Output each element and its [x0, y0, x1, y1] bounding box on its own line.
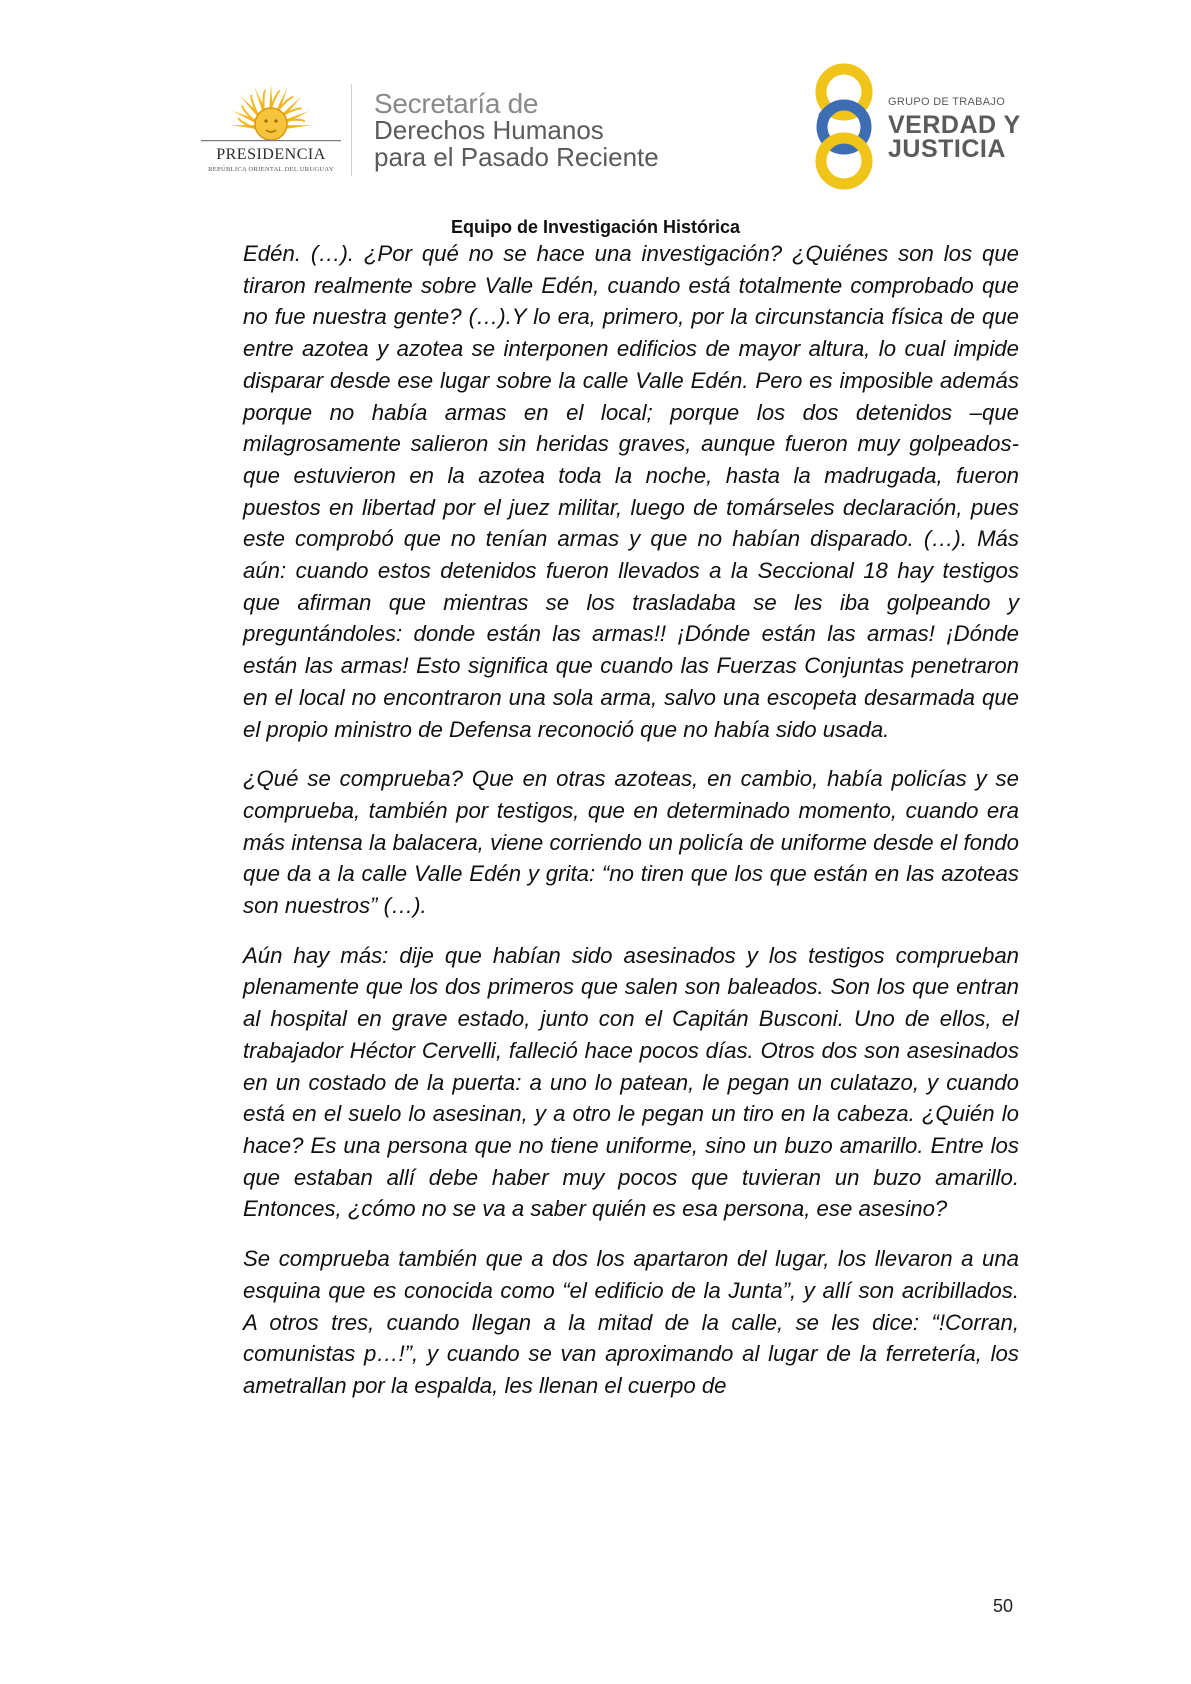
grupo-label: GRUPO DE TRABAJO	[888, 96, 1006, 108]
page-number: 50	[993, 1596, 1014, 1616]
presidencia-subtitle: REPÚBLICA ORIENTAL DEL URUGUAY	[208, 166, 334, 173]
presidencia-logo	[196, 80, 346, 180]
secretaria-line-3: para el Pasado Reciente	[374, 142, 659, 172]
secretaria-line-1: Secretaría de	[374, 88, 539, 119]
linked-rings-icon	[806, 62, 886, 192]
grupo-title-line-2: JUSTICIA	[888, 135, 1006, 163]
paragraph: Edén. (…). ¿Por qué no se hace una investigación? ¿Quiénes son los que tiraron realmente sobre Valle Edén, cuando está totalmente comprobado que no fue nuestra gente? (…).Y lo era, primero, por la circunstancia física de que entre azotea y azotea se interponen edificios de mayor altura, lo cual impide disparar desde ese lugar sobre la calle Valle Edén. Pero es imposible además porque no había armas en el local; porque los dos detenidos –que milagrosamente salieron sin heridas graves, aunque fueron muy golpeados- que estuvieron en la azotea toda la noche, hasta la madrugada, fueron puestos en libertad por el juez militar, luego de tomárseles declaración, pues este comprobó que no tenían armas y que no habían disparado. (…). Más aún: cuando estos detenidos fueron llevados a la Seccional 18 hay testigos que afirman que mientras se los trasladaba se les iba golpeando y preguntándoles: donde están las armas!! ¡Dónde están las armas! ¡Dónde están las armas! Esto significa que cuando las Fuerzas Conjuntas penetraron en el local no encontraron una sola arma, salvo una escopeta desarmada que el propio ministro de Defensa reconoció que no había sido usada.	[243, 241, 1019, 742]
team-title: Equipo de Investigación Histórica	[450, 217, 741, 237]
document-body	[243, 238, 1019, 1420]
paragraph: ¿Qué se comprueba? Que en otras azoteas, en cambio, había policías y se comprueba, también por testigos, que en determinado momento, cuando era más intensa la balacera, viene corriendo un policía de uniforme desde el fondo que da a la calle Valle Edén y grita: “no tiren que los que están en las azoteas son nuestros” (…).	[243, 766, 1019, 919]
sun-emblem-icon	[196, 80, 346, 150]
page-header	[0, 0, 1191, 210]
grupo-title-line-1: VERDAD Y	[888, 111, 1021, 139]
header-divider	[351, 84, 352, 176]
presidencia-name: PRESIDENCIA	[216, 146, 326, 163]
paragraph: Se comprueba también que a dos los apartaron del lugar, los llevaron a una esquina que es conocida como “el edificio de la Junta”, y allí son acribillados. A otros tres, cuando llegan a la mitad de la calle, se les dice: “!Corran, comunistas p…!”, y cuando se van aproximando al lugar de la ferretería, los ametrallan por la espalda, les llenan el cuerpo de	[243, 1246, 1019, 1398]
paragraph: Aún hay más: dije que habían sido asesinados y los testigos comprueban plenamente que los dos primeros que salen son baleados. Son los que entran al hospital en grave estado, junto con el Capitán Busconi. Uno de ellos, el trabajador Héctor Cervelli, falleció hace pocos días. Otros dos son asesinados en un costado de la puerta: a uno lo patean, le pegan un culatazo, y cuando está en el suelo lo asesinan, y a otro le pegan un tiro en la cabeza. ¿Quién lo hace? Es una persona que no tiene uniforme, sino un buzo amarillo. Entre los que estaban allí debe haber muy pocos que tuvieran un buzo amarillo. Entonces, ¿cómo no se va a saber quién es esa persona, ese asesino?	[243, 942, 1019, 1222]
secretaria-title	[374, 90, 659, 171]
verdad-justicia-logo	[806, 62, 1026, 192]
secretaria-line-2: Derechos Humanos	[374, 115, 604, 145]
